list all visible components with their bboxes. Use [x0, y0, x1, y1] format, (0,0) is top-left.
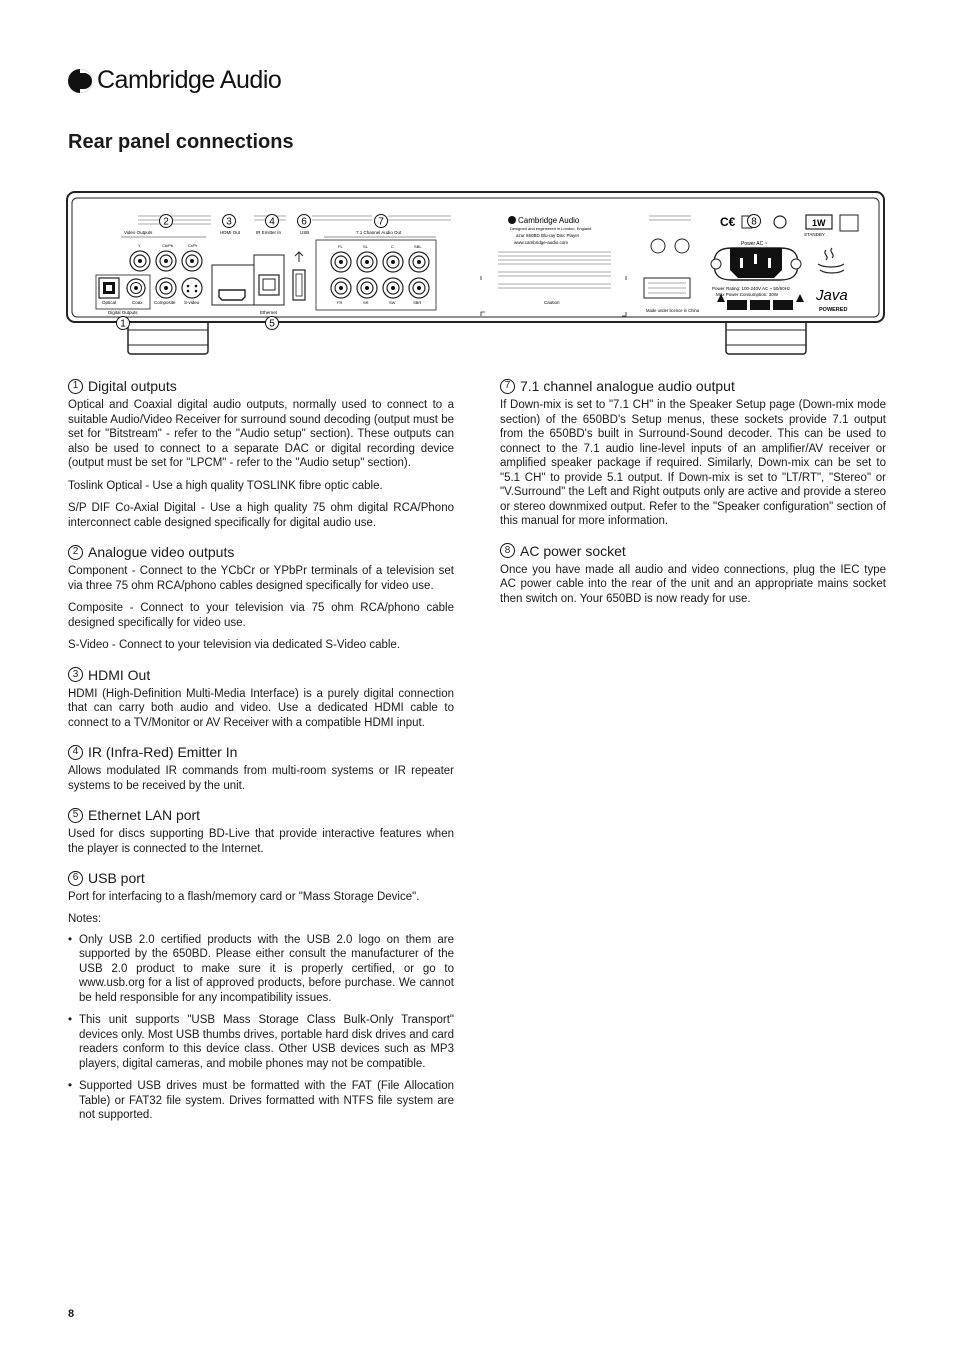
callout-4 — [266, 215, 279, 228]
section-analogue-video-outputs — [68, 544, 454, 653]
label-cb: Cb/Pb — [162, 243, 174, 248]
svg-text:6: 6 — [301, 216, 307, 228]
label-usb: USB — [300, 230, 310, 235]
label-optical: Optical — [102, 300, 117, 305]
svg-text:1: 1 — [120, 318, 126, 330]
brand-name: Cambridge Audio — [97, 66, 282, 94]
foot-right — [726, 320, 806, 354]
paragraph — [68, 601, 454, 630]
section-title: USB port — [88, 870, 145, 886]
section-title: Analogue video outputs — [88, 544, 235, 560]
term-text: - Connect to your television via 75 ohm RCA/phono cable designed specifically for video use. — [68, 602, 454, 629]
label-ethernet: Ethernet — [260, 310, 278, 315]
java-powered: POWERED — [819, 307, 848, 313]
foot-left — [128, 320, 208, 354]
svg-text:8: 8 — [751, 216, 757, 228]
list-item: • Supported USB drives must be formatted with the FAT (File Allocation Table) or FAT32 file system. Drives formatted with NTFS file system are not supported. — [68, 1079, 454, 1123]
callout-5 — [266, 317, 279, 330]
panel-url: www.cambridge-audio.com — [514, 240, 569, 245]
section-hdmi-out — [68, 667, 454, 731]
term: Component — [68, 565, 128, 577]
term-text: - Connect to your television via dedicated S-Video cable. — [108, 639, 401, 651]
label-coax: Coax — [132, 300, 143, 305]
label-sw: SW — [389, 300, 396, 305]
paragraph: If Down-mix is set to "7.1 CH" in the Speaker Setup page (Down-mix mode section) of the 650BD's Setup menus, these sockets provide 7.1 output from the 650BD's built in Surround-Sound decoder. This can be used to connect to the 7.1 audio line-level inputs of an amplifier/AV receiver or amplified speaker package if required. Similarly, Down-mix can be set to "5.1 CH" to provide 5.1 output. If Down-mix is set to "LT/RT", "Stereo" or "V.Surround" the Left and Right outputs only are active and provide a stereo or stereo downmixed output. Refer to the "Speaker configuration" section of this manual for more information. — [500, 399, 886, 527]
callout-8 — [748, 215, 761, 228]
section-number: 2 — [68, 545, 83, 560]
section-heading — [68, 378, 454, 394]
label-fr: FR — [337, 300, 343, 305]
paragraph — [68, 501, 454, 530]
section-title: IR (Infra-Red) Emitter In — [88, 744, 238, 760]
label-ir-emitter: IR Emitter In — [256, 230, 282, 235]
paragraph — [68, 564, 454, 593]
section-usb-port — [68, 870, 454, 1123]
term-text: - Use a high quality 75 ohm digital RCA/Phono interconnect cable designed specifically for digital audio use. — [68, 502, 454, 529]
section-heading — [68, 744, 454, 760]
panel-power-ac: Power AC ~ — [741, 241, 768, 247]
panel-brand: Cambridge Audio — [518, 216, 580, 225]
notes-list — [68, 933, 454, 1123]
panel-power-rating: Power Rating: 100-240V AC ~ 50/60Hz — [712, 286, 791, 291]
hdmi-port — [219, 290, 245, 300]
callout-1 — [117, 317, 130, 330]
svg-text:3: 3 — [226, 216, 232, 228]
section-heading — [500, 543, 886, 559]
label-composite: Composite — [154, 300, 176, 305]
notes-heading: Notes: — [68, 912, 102, 925]
panel-designed: Designed and engineered in London, England — [510, 226, 592, 231]
panel-max-power: Max Power Consumption: 30W — [716, 292, 779, 297]
svg-text:2: 2 — [163, 216, 169, 228]
panel-made-in: Made under licence in China — [646, 308, 700, 313]
label-cr: Cr/Pr — [188, 243, 198, 248]
term: S/P DIF Co-Axial Digital — [68, 502, 196, 514]
section-title: 7.1 channel analogue audio output — [520, 378, 735, 394]
label-digital-outputs: Digital Outputs — [108, 310, 138, 315]
section-number: 4 — [68, 745, 83, 760]
brand-mark-icon — [68, 69, 92, 93]
label-sl: SL — [363, 244, 368, 249]
section-title: AC power socket — [520, 542, 626, 559]
callout-6 — [298, 215, 311, 228]
term: S-Video — [68, 639, 109, 651]
section-71-channel-output — [500, 378, 886, 529]
label-svideo: S-video — [184, 300, 200, 305]
term-text: - Connect to the YCbCr or YPbPr terminals of a television set via three 75 ohm RCA/phono cables designed specifically for video use. — [68, 565, 454, 592]
section-digital-outputs — [68, 378, 454, 530]
page-number: 8 — [68, 1308, 75, 1320]
label-y: Y — [138, 243, 141, 248]
rear-panel-illustration — [66, 190, 886, 365]
svg-text:4: 4 — [269, 216, 275, 228]
label-fl: FL — [338, 244, 343, 249]
paragraph: Used for discs supporting BD-Live that provide interactive features when the player is connected to the Internet. — [68, 828, 454, 855]
section-heading — [68, 667, 454, 683]
section-ethernet — [68, 807, 454, 856]
section-number: 8 — [500, 543, 515, 558]
paragraph: HDMI (High-Definition Multi-Media Interface) is a purely digital connection that can carry both audio and video. Use a dedicated HDMI cable to connect to a TV/Monitor or AV Receiver with a compatible HDMI input. — [68, 687, 454, 729]
paragraph: Port for interfacing to a flash/memory card or "Mass Storage Device". — [68, 891, 420, 903]
section-title: Digital outputs — [88, 378, 177, 394]
panel-caution: Caution — [544, 300, 560, 305]
paragraph: Allows modulated IR commands from multi-room systems or IR repeater systems to be received by the unit. — [68, 765, 454, 792]
term: Composite — [68, 602, 123, 614]
section-number: 6 — [68, 871, 83, 886]
section-heading — [500, 378, 886, 394]
label-sbl: SBL — [414, 244, 422, 249]
section-number: 7 — [500, 379, 515, 394]
label-c: C — [391, 244, 394, 249]
label-hdmi-out: HDMI Out — [220, 230, 241, 235]
callout-2 — [160, 215, 173, 228]
page-title: Rear panel connections — [68, 131, 294, 153]
svg-text:5: 5 — [269, 318, 275, 330]
java-text: Java — [816, 287, 848, 304]
term: Toslink Optical — [68, 479, 143, 492]
section-heading — [68, 870, 454, 886]
svg-text:C€: C€ — [720, 215, 736, 229]
paragraph: Optical and Coaxial digital audio outputs, normally used to connect to a suitable Audio/Video Receiver for surround sound decoding (output must be set for "Bitstream" - refer to the "Audio setup" section). These outputs can also be used to connect to a separate DAC or digital recording device (output must be set for "LPCM" - refer to the "Audio setup" section). — [68, 399, 454, 469]
term-text: - Use a high quality TOSLINK fibre optic cable. — [142, 479, 383, 492]
brand-logo — [68, 66, 281, 95]
left-column — [68, 378, 454, 1137]
section-ir-emitter — [68, 744, 454, 793]
section-ac-power-socket — [500, 543, 886, 607]
label-sr: SR — [363, 300, 369, 305]
section-heading — [68, 807, 454, 823]
svg-text:1W: 1W — [812, 218, 826, 228]
right-column — [500, 378, 886, 620]
section-number: 3 — [68, 667, 83, 682]
section-number: 5 — [68, 808, 83, 823]
callout-3 — [223, 215, 236, 228]
label-video-outputs: Video Outputs — [124, 230, 153, 235]
section-number: 1 — [68, 379, 83, 394]
paragraph — [68, 479, 454, 494]
paragraph — [68, 638, 454, 653]
label-channel-out: 7.1 Channel Audio Out — [356, 230, 402, 235]
section-heading — [68, 544, 454, 560]
list-item: • This unit supports "USB Mass Storage Class Bulk-Only Transport" devices only. Most USB thumbs drives, portable hard disk drives and card readers conform to this device class. Other USB devices such as MP3 players, digital cameras, and mobile phones may not be compatible. — [68, 1013, 454, 1071]
panel-model: azur 650BD Blu-ray Disc Player — [516, 233, 580, 238]
callout-7 — [375, 215, 388, 228]
section-title: Ethernet LAN port — [88, 807, 201, 823]
panel-standby: STANDBY — [804, 232, 825, 237]
section-title: HDMI Out — [88, 666, 151, 683]
label-sbr: SBR — [413, 300, 422, 305]
paragraph: Once you have made all audio and video connections, plug the IEC type AC power cable into the rear of the unit and an appropriate mains socket then switch on. Your 650BD is now ready for use. — [500, 563, 886, 605]
svg-text:7: 7 — [378, 216, 384, 228]
list-item: • Only USB 2.0 certified products with the USB 2.0 logo on them are supported by the 650BD. Please either consult the manufacturer of the USB 2.0 product to make sure it is properly certified, or go to www.usb.org for a list of approved products, before purchase. We cannot be held responsible for any incompatibility issues. — [68, 933, 454, 1006]
